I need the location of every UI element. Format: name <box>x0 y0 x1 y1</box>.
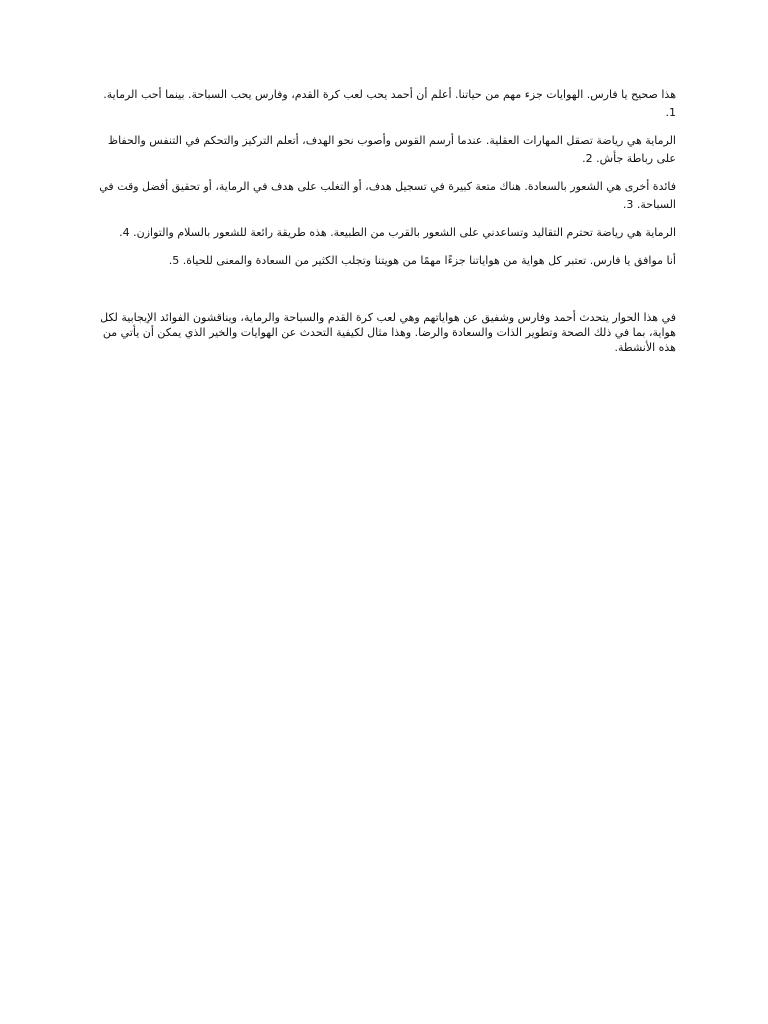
list-item-number: 1. <box>665 106 676 119</box>
list-item-text: هذا صحيح يا فارس. الهوايات جزء مهم من حياتنا. أعلم أن أحمد يحب لعب كرة القدم، وفارس يحب السباحة. بينما أحب الرماية. <box>103 88 676 101</box>
list-item-1 <box>98 86 676 122</box>
summary-paragraph: في هذا الحوار يتحدث أحمد وفارس وشفيق عن هواياتهم وهي لعب كرة القدم والسباحة والرماية، ويناقشون الفوائد الإيجابية لكل هواية، بما في ذلك الصحة وتطوير الذات والسعادة والرضا. وهذا مثال لكيفية التحدث عن الهوايات والخير الذي يمكن أن يأتي من هذه الأنشطة. <box>100 311 676 354</box>
list-item-text: أنا موافق يا فارس. تعتبر كل هواية من هواياتنا جزءًا مهمًا من هويتنا وتجلب الكثير من السعادة والمعنى للحياة. <box>182 254 676 267</box>
list-item-number: 3. <box>622 198 634 211</box>
list-item-number: 4. <box>119 226 130 239</box>
list-item-3 <box>98 178 676 214</box>
list-item-text: فائدة أخرى هي الشعور بالسعادة. هناك متعة كبيرة في تسجيل هدف، أو التغلب على هدف في الرماية، أو تحقيق أفضل وقت في السباحة. <box>99 180 676 211</box>
list-item-2 <box>98 132 676 168</box>
list-item-5 <box>98 252 676 270</box>
list-item-text: الرماية هي رياضة تحترم التقاليد وتساعدني على الشعور بالقرب من الطبيعة. هذه طريقة رائعة للشعور بالسلام والتوازن. <box>133 226 676 239</box>
list-item-text: الرماية هي رياضة تصقل المهارات العقلية. عندما أرسم القوس وأصوب نحو الهدف، أتعلم التركيز والتحكم في التنفس والحفاظ على رباطة جأش. <box>107 134 676 165</box>
document-content <box>98 86 676 364</box>
list-item-number: 5. <box>168 254 180 267</box>
list-item-4 <box>98 224 676 242</box>
list-item-number: 2. <box>582 152 593 165</box>
